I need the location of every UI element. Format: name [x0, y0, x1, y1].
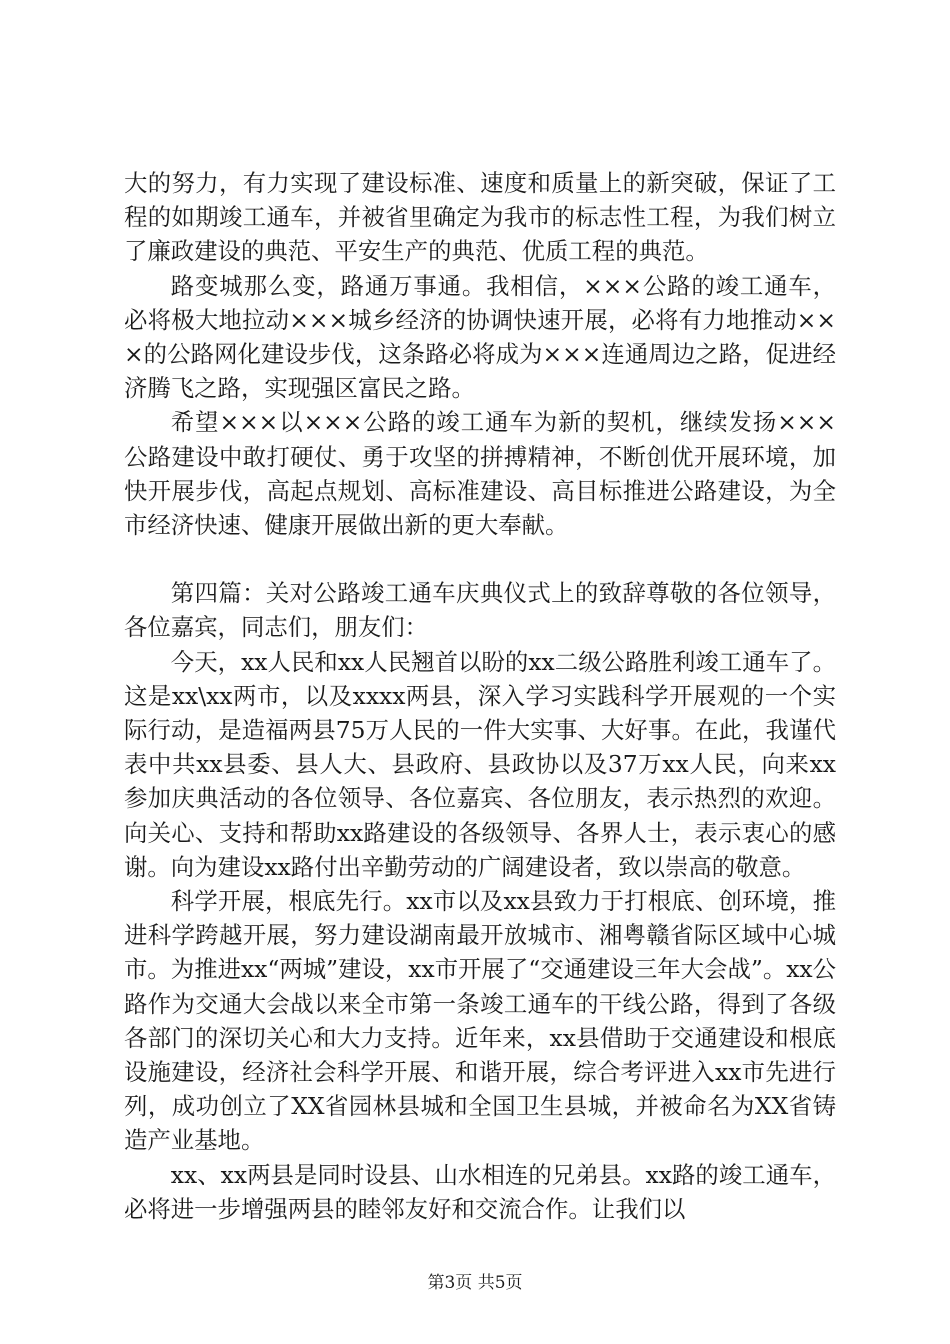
document-body [124, 166, 836, 1226]
page-number-footer: 第3页 共5页 [427, 1273, 523, 1293]
paragraph-road-development: 路变城那么变，路通万事通。我相信，×××公路的竣工通车，必将极大地拉动×××城乡经济的协调快速开展，必将有力地推动×××的公路网化建设步伐，这条路必将成为×××连通周边之路，促进经济腾飞之路，实现强区富民之路。 [124, 271, 836, 403]
paragraph-continuation: 大的努力，有力实现了建设标准、速度和质量上的新突破，保证了工程的如期竣工通车，并被省里确定为我市的标志性工程，为我们树立了廉政建设的典范、平安生产的典范、优质工程的典范。 [124, 169, 836, 266]
section-heading-part-four: 第四篇：关对公路竣工通车庆典仪式上的致辞尊敬的各位领导，各位嘉宾，同志们，朋友们： [124, 579, 836, 642]
paragraph-today: 今天，xx人民和xx人民翘首以盼的xx二级公路胜利竣工通车了。这是xx\xx两市，以及xxxx两县，深入学习实践科学开展观的一个实际行动，是造福两县75万人民的一件大实事、大好事。在此，我谨代表中共xx县委、县人大、县政府、县政协以及37万xx人民，向来xx参加庆典活动的各位领导、各位嘉宾、各位朋友，表示热烈的欢迎。向关心、支持和帮助xx路建设的各级领导、各界人士，表示衷心的感谢。向为建设xx路付出辛勤劳动的广阔建设者，致以崇高的敬意。 [124, 647, 836, 881]
paragraph-two-counties: xx、xx两县是同时设县、山水相连的兄弟县。xx路的竣工通车，必将进一步增强两县的睦邻友好和交流合作。让我们以 [124, 1160, 836, 1223]
paragraph-hope: 希望×××以×××公路的竣工通车为新的契机，继续发扬×××公路建设中敢打硬仗、勇于攻坚的拼搏精神，不断创优开展环境，加快开展步伐，高起点规划、高标准建设、高目标推进公路建设，为全市经济快速、健康开展做出新的更大奉献。 [124, 408, 836, 540]
paragraph-science-development: 科学开展，根底先行。xx市以及xx县致力于打根底、创环境，推进科学跨越开展，努力建设湖南最开放城市、湘粤赣省际区域中心城市。为推进xx“两城”建设，xx市开展了“交通建设三年大会战”。xx公路作为交通大会战以来全市第一条竣工通车的干线公路，得到了各级各部门的深切关心和大力支持。近年来，xx县借助于交通建设和根底设施建设，经济社会科学开展、和谐开展，综合考评进入xx市先进行列，成功创立了XX省园林县城和全国卫生县城，并被命名为XX省铸造产业基地。 [124, 887, 836, 1155]
